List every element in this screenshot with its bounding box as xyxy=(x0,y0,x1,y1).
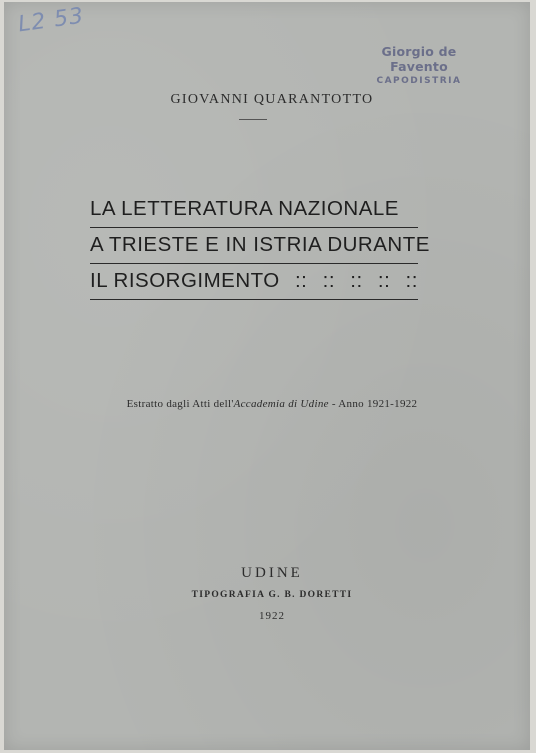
title-ornament-3: :: xyxy=(350,269,363,292)
extract-suffix: - Anno 1921-1922 xyxy=(328,398,418,410)
book-cover xyxy=(4,2,530,750)
title-ornament-1: :: xyxy=(294,269,308,292)
title-block xyxy=(90,192,430,300)
owner-stamp xyxy=(354,44,484,86)
stamp-name: Giorgio de Favento xyxy=(381,44,457,74)
title-line-3 xyxy=(90,264,418,300)
extract-academy: Accademia di Udine xyxy=(233,398,329,410)
title-line-1: LA LETTERATURA NAZIONALE xyxy=(90,192,418,228)
imprint-printer: TIPOGRAFIA G. B. DORETTI xyxy=(191,590,353,600)
author-divider xyxy=(239,119,267,120)
author-name: GIOVANNI QUARANTOTTO xyxy=(170,92,374,107)
extract-prefix: Estratto dagli Atti dell' xyxy=(126,398,234,410)
title-ornament-2: :: xyxy=(322,269,336,292)
title-ornament-5: :: xyxy=(405,269,418,292)
title-line-2: A TRIESTE E IN ISTRIA DURANTE xyxy=(90,228,418,264)
imprint-year: 1922 xyxy=(259,610,285,622)
stamp-place: CAPODISTRIA xyxy=(376,76,462,86)
title-line-3-text: IL RISORGIMENTO xyxy=(90,269,280,292)
extract-note xyxy=(4,398,536,410)
imprint-city: UDINE xyxy=(241,565,303,581)
handwritten-shelfmark: L2 53 xyxy=(16,3,86,38)
title-ornament-4: :: xyxy=(377,269,391,292)
